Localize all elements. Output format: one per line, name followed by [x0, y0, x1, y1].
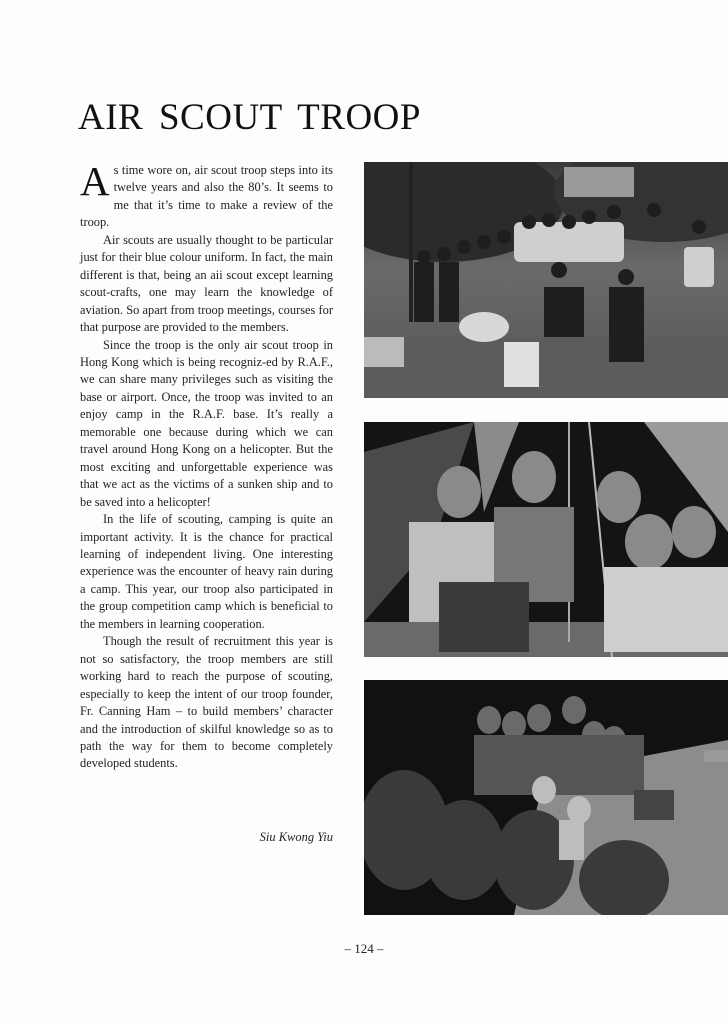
photo-tent-night	[364, 422, 728, 657]
article-body	[80, 158, 333, 773]
author-signature: Siu Kwong Yiu	[259, 830, 333, 844]
paragraph-4: In the life of scouting, camping is quite an important activity. It is the chance for practical learning of independent living. One interesting experience was the encounter of heavy rain during a camp. This year, our troop also participated in the group competition camp which is beneficial to the members in learning cooperation.	[80, 512, 333, 631]
paragraph-5: Though the result of recruitment this year is not so satisfactory, the troop members are still working hard to reach the purpose of scouting, especially to keep the intent of our troop founder, Fr. Canning Ham – to build members’ character and the introduction of skilful knowledge so as to path the way for them to become completely developed students.	[80, 634, 333, 771]
paragraph-3: Since the troop is the only air scout troop in Hong Kong which is being recogniz-ed by R.A.F., we can share many privileges such as visiting the base or airport. Once, the troop was invited to an enjoy camp in the R.A.F. base. It’s really a memorable one because during which we can travel around Hong Kong on a helicopter. But the most exciting and unforgettable experience was that we act as the victims of a sunken ship and to be saved into a helicopter!	[80, 337, 333, 509]
photo-group-outdoors	[364, 162, 728, 398]
paragraph-1	[80, 158, 333, 232]
drop-cap: A	[80, 158, 110, 204]
page-number: – 124 –	[344, 941, 384, 956]
photo-campfire-night	[364, 680, 728, 915]
paragraph-1-text: s time wore on, air scout troop steps into its twelve years and also the 80’s. It seems to me that it’s time to make a review of the troop.	[80, 163, 333, 230]
article-title: AIR SCOUT TROOP	[78, 97, 421, 138]
paragraph-2: Air scouts are usually thought to be particular just for their blue colour uniform. In fact, the main different is that, being an aii scout except learning scout-crafts, one may learn the knowledge of aviation. So apart from troop meetings, courses for that purpose are provided to the members.	[80, 232, 333, 335]
